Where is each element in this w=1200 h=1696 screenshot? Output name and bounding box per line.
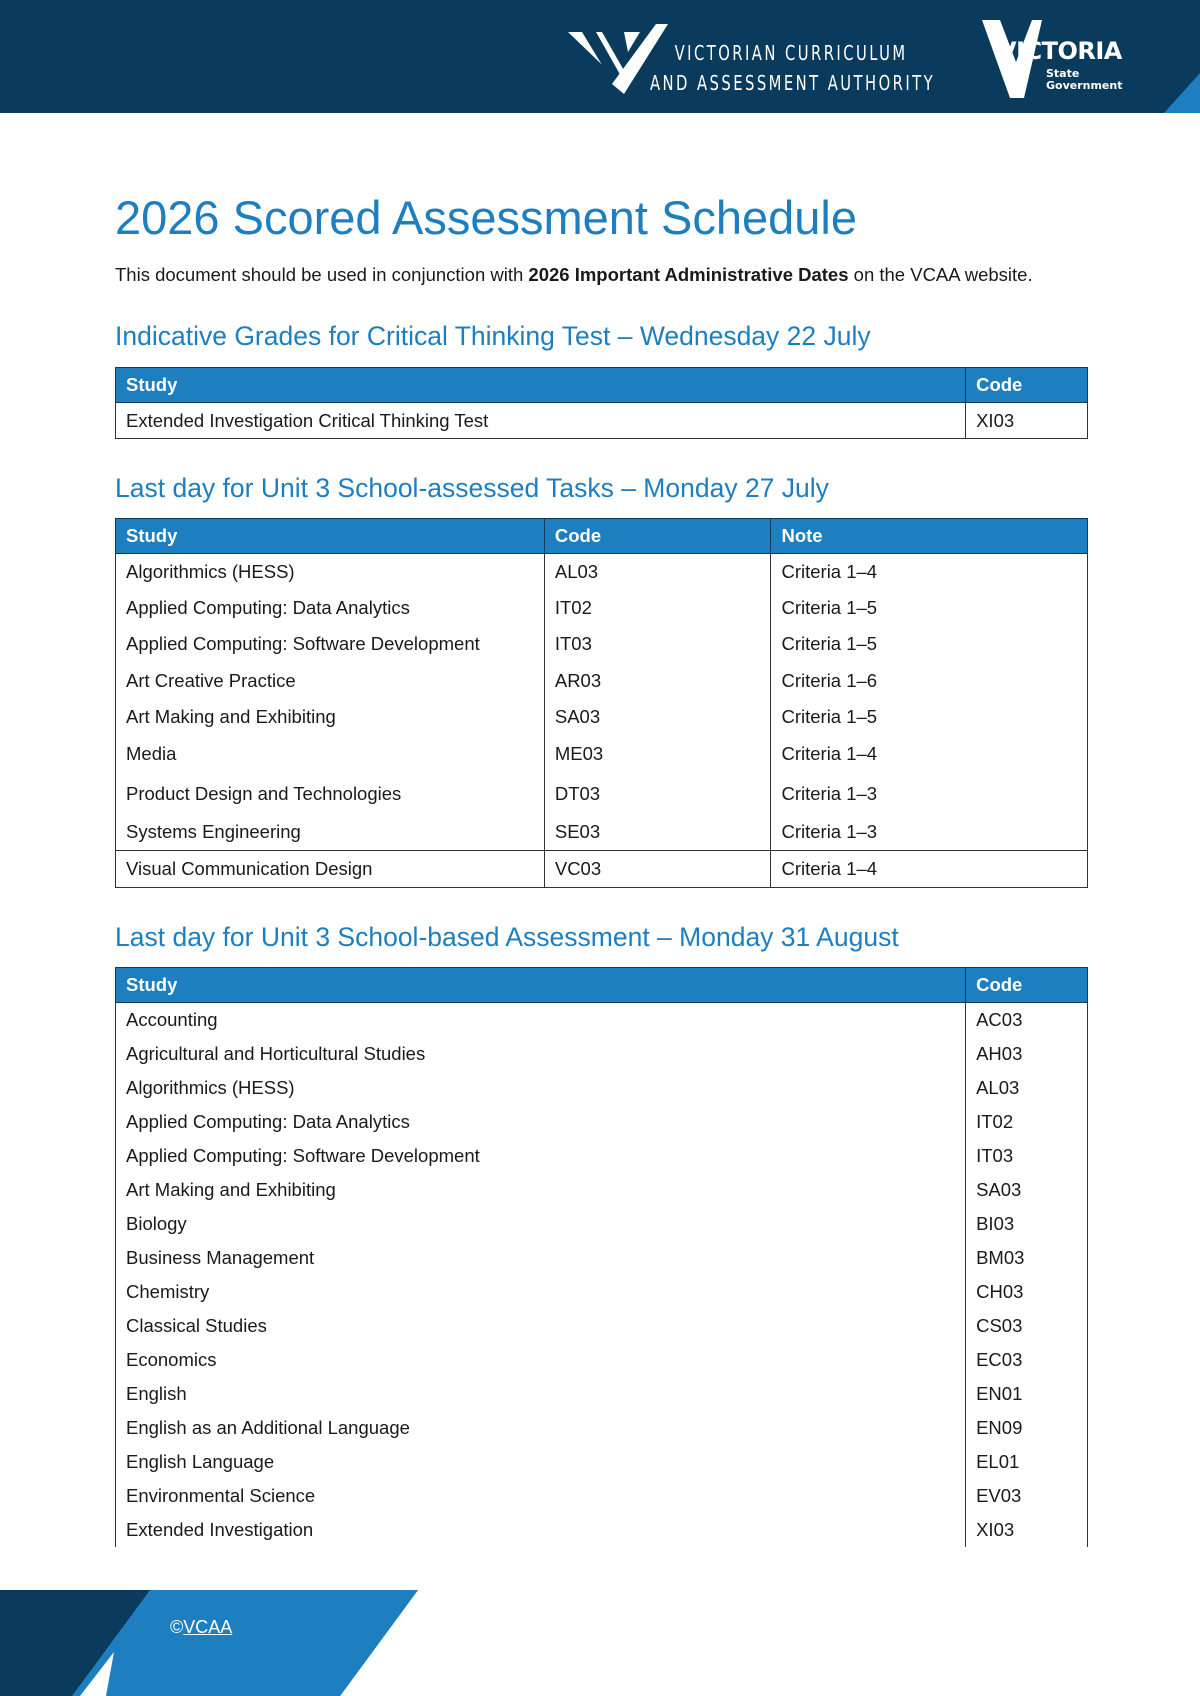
school-assessed-task-row <box>116 736 1088 773</box>
note-cell: Criteria 1–5 <box>771 590 1088 626</box>
study-cell: Biology <box>116 1207 966 1241</box>
study-cell: Applied Computing: Software Development <box>116 1139 966 1173</box>
school-based-assessment-row <box>116 1343 1088 1377</box>
school-assessed-task-row <box>116 815 1088 851</box>
study-cell: Environmental Science <box>116 1479 966 1513</box>
code-cell: SA03 <box>966 1173 1088 1207</box>
school-based-assessment-row <box>116 1377 1088 1411</box>
school-assessed-task-row <box>116 663 1088 699</box>
code-cell: AH03 <box>966 1037 1088 1071</box>
note-cell: Criteria 1–5 <box>771 626 1088 663</box>
school-assessed-task-row <box>116 554 1088 590</box>
vcaa-line-1: VICTORIAN CURRICULUM <box>674 41 908 65</box>
code-cell: XI03 <box>966 1513 1088 1547</box>
code-cell: EV03 <box>966 1479 1088 1513</box>
note-cell: Criteria 1–5 <box>771 699 1088 736</box>
school-based-assessment-row <box>116 1241 1088 1275</box>
victoria-wordmark: VICTORIA <box>998 37 1122 65</box>
study-cell: Art Creative Practice <box>116 663 545 699</box>
school-based-assessment-row <box>116 1479 1088 1513</box>
school-based-assessment-row <box>116 1309 1088 1343</box>
school-assessed-task-row <box>116 699 1088 736</box>
school-based-assessment-row <box>116 1003 1088 1037</box>
column-header-study: Study <box>116 968 966 1003</box>
study-cell: Art Making and Exhibiting <box>116 699 545 736</box>
school-based-assessment-row <box>116 1513 1088 1547</box>
school-based-assessment-row <box>116 1411 1088 1445</box>
code-cell: XI03 <box>966 403 1088 439</box>
column-header-study: Study <box>116 368 966 403</box>
section-heading-critical-thinking: Indicative Grades for Critical Thinking Test – Wednesday 22 July <box>115 321 871 351</box>
study-cell: Business Management <box>116 1241 966 1275</box>
study-cell: Economics <box>116 1343 966 1377</box>
school-based-assessment-row <box>116 1105 1088 1139</box>
study-cell: Classical Studies <box>116 1309 966 1343</box>
section-heading-school-based-assessment: Last day for Unit 3 School-based Assessment – Monday 31 August <box>115 922 899 952</box>
government-label: Government <box>1046 79 1123 92</box>
study-cell: Media <box>116 736 545 773</box>
school-based-assessment-row <box>116 1207 1088 1241</box>
code-cell: IT03 <box>966 1139 1088 1173</box>
study-cell: Chemistry <box>116 1275 966 1309</box>
code-cell: IT02 <box>966 1105 1088 1139</box>
section-heading-school-assessed-tasks: Last day for Unit 3 School-assessed Tasks – Monday 27 July <box>115 473 829 503</box>
code-cell: CS03 <box>966 1309 1088 1343</box>
study-cell: Art Making and Exhibiting <box>116 1173 966 1207</box>
study-cell: Agricultural and Horticultural Studies <box>116 1037 966 1071</box>
footer-band-graphic <box>0 1590 420 1696</box>
page-header <box>0 0 1200 113</box>
note-cell: Criteria 1–4 <box>771 554 1088 590</box>
code-cell: AR03 <box>544 663 771 699</box>
school-based-assessment-row <box>116 1445 1088 1479</box>
school-assessed-tasks-table <box>115 518 1088 888</box>
critical-thinking-row <box>116 403 1088 439</box>
column-header-study: Study <box>116 519 545 554</box>
study-cell: Extended Investigation Critical Thinking Test <box>116 403 966 439</box>
table-header-row <box>116 968 1088 1003</box>
intro-paragraph <box>115 260 1075 289</box>
school-assessed-task-row <box>116 773 1088 815</box>
table-header-row <box>116 368 1088 403</box>
school-based-assessment-row <box>116 1037 1088 1071</box>
note-cell: Criteria 1–3 <box>771 815 1088 851</box>
code-cell: EN01 <box>966 1377 1088 1411</box>
vcaa-wordmark <box>650 38 935 98</box>
note-cell: Criteria 1–3 <box>771 773 1088 815</box>
code-cell: IT02 <box>544 590 771 626</box>
school-based-assessment-row <box>116 1139 1088 1173</box>
study-cell: English Language <box>116 1445 966 1479</box>
code-cell: ME03 <box>544 736 771 773</box>
code-cell: BI03 <box>966 1207 1088 1241</box>
code-cell: AC03 <box>966 1003 1088 1037</box>
study-cell: English as an Additional Language <box>116 1411 966 1445</box>
column-header-note: Note <box>771 519 1088 554</box>
copyright-symbol: © <box>170 1617 184 1637</box>
page-title: 2026 Scored Assessment Schedule <box>115 191 858 244</box>
code-cell: SE03 <box>544 815 771 851</box>
school-based-assessment-table <box>115 967 1088 1547</box>
study-cell: Product Design and Technologies <box>116 773 545 815</box>
study-cell: English <box>116 1377 966 1411</box>
vcaa-link[interactable]: VCAA <box>183 1617 233 1637</box>
document-body <box>115 190 1090 1547</box>
column-header-code: Code <box>966 368 1088 403</box>
study-cell: Visual Communication Design <box>116 851 545 888</box>
study-cell: Systems Engineering <box>116 815 545 851</box>
state-government-label <box>1046 68 1122 92</box>
study-cell: Algorithmics (HESS) <box>116 554 545 590</box>
vcaa-line-2: AND ASSESSMENT AUTHORITY <box>650 71 936 95</box>
study-cell: Extended Investigation <box>116 1513 966 1547</box>
note-cell: Criteria 1–4 <box>771 851 1088 888</box>
code-cell: CH03 <box>966 1275 1088 1309</box>
page-footer <box>0 1590 1200 1696</box>
code-cell: DT03 <box>544 773 771 815</box>
header-corner-accent <box>1164 73 1200 113</box>
school-assessed-task-row <box>116 626 1088 663</box>
school-based-assessment-row <box>116 1275 1088 1309</box>
code-cell: SA03 <box>544 699 771 736</box>
state-label: State <box>1046 67 1080 80</box>
intro-text-after: on the VCAA website. <box>848 264 1033 285</box>
code-cell: VC03 <box>544 851 771 888</box>
code-cell: BM03 <box>966 1241 1088 1275</box>
column-header-code: Code <box>966 968 1088 1003</box>
critical-thinking-table <box>115 367 1088 439</box>
code-cell: IT03 <box>544 626 771 663</box>
code-cell: AL03 <box>544 554 771 590</box>
code-cell: EL01 <box>966 1445 1088 1479</box>
study-cell: Applied Computing: Data Analytics <box>116 1105 966 1139</box>
school-based-assessment-row <box>116 1173 1088 1207</box>
study-cell: Algorithmics (HESS) <box>116 1071 966 1105</box>
note-cell: Criteria 1–4 <box>771 736 1088 773</box>
study-cell: Applied Computing: Data Analytics <box>116 590 545 626</box>
study-cell: Applied Computing: Software Development <box>116 626 545 663</box>
column-header-code: Code <box>544 519 771 554</box>
school-based-assessment-row <box>116 1071 1088 1105</box>
intro-bold-reference: 2026 Important Administrative Dates <box>528 264 849 285</box>
intro-text-before: This document should be used in conjunction with <box>115 264 529 285</box>
school-assessed-task-row <box>116 590 1088 626</box>
study-cell: Accounting <box>116 1003 966 1037</box>
code-cell: EC03 <box>966 1343 1088 1377</box>
code-cell: AL03 <box>966 1071 1088 1105</box>
note-cell: Criteria 1–6 <box>771 663 1088 699</box>
school-assessed-task-row <box>116 851 1088 888</box>
table-header-row <box>116 519 1088 554</box>
code-cell: EN09 <box>966 1411 1088 1445</box>
footer-copyright <box>170 1617 232 1638</box>
